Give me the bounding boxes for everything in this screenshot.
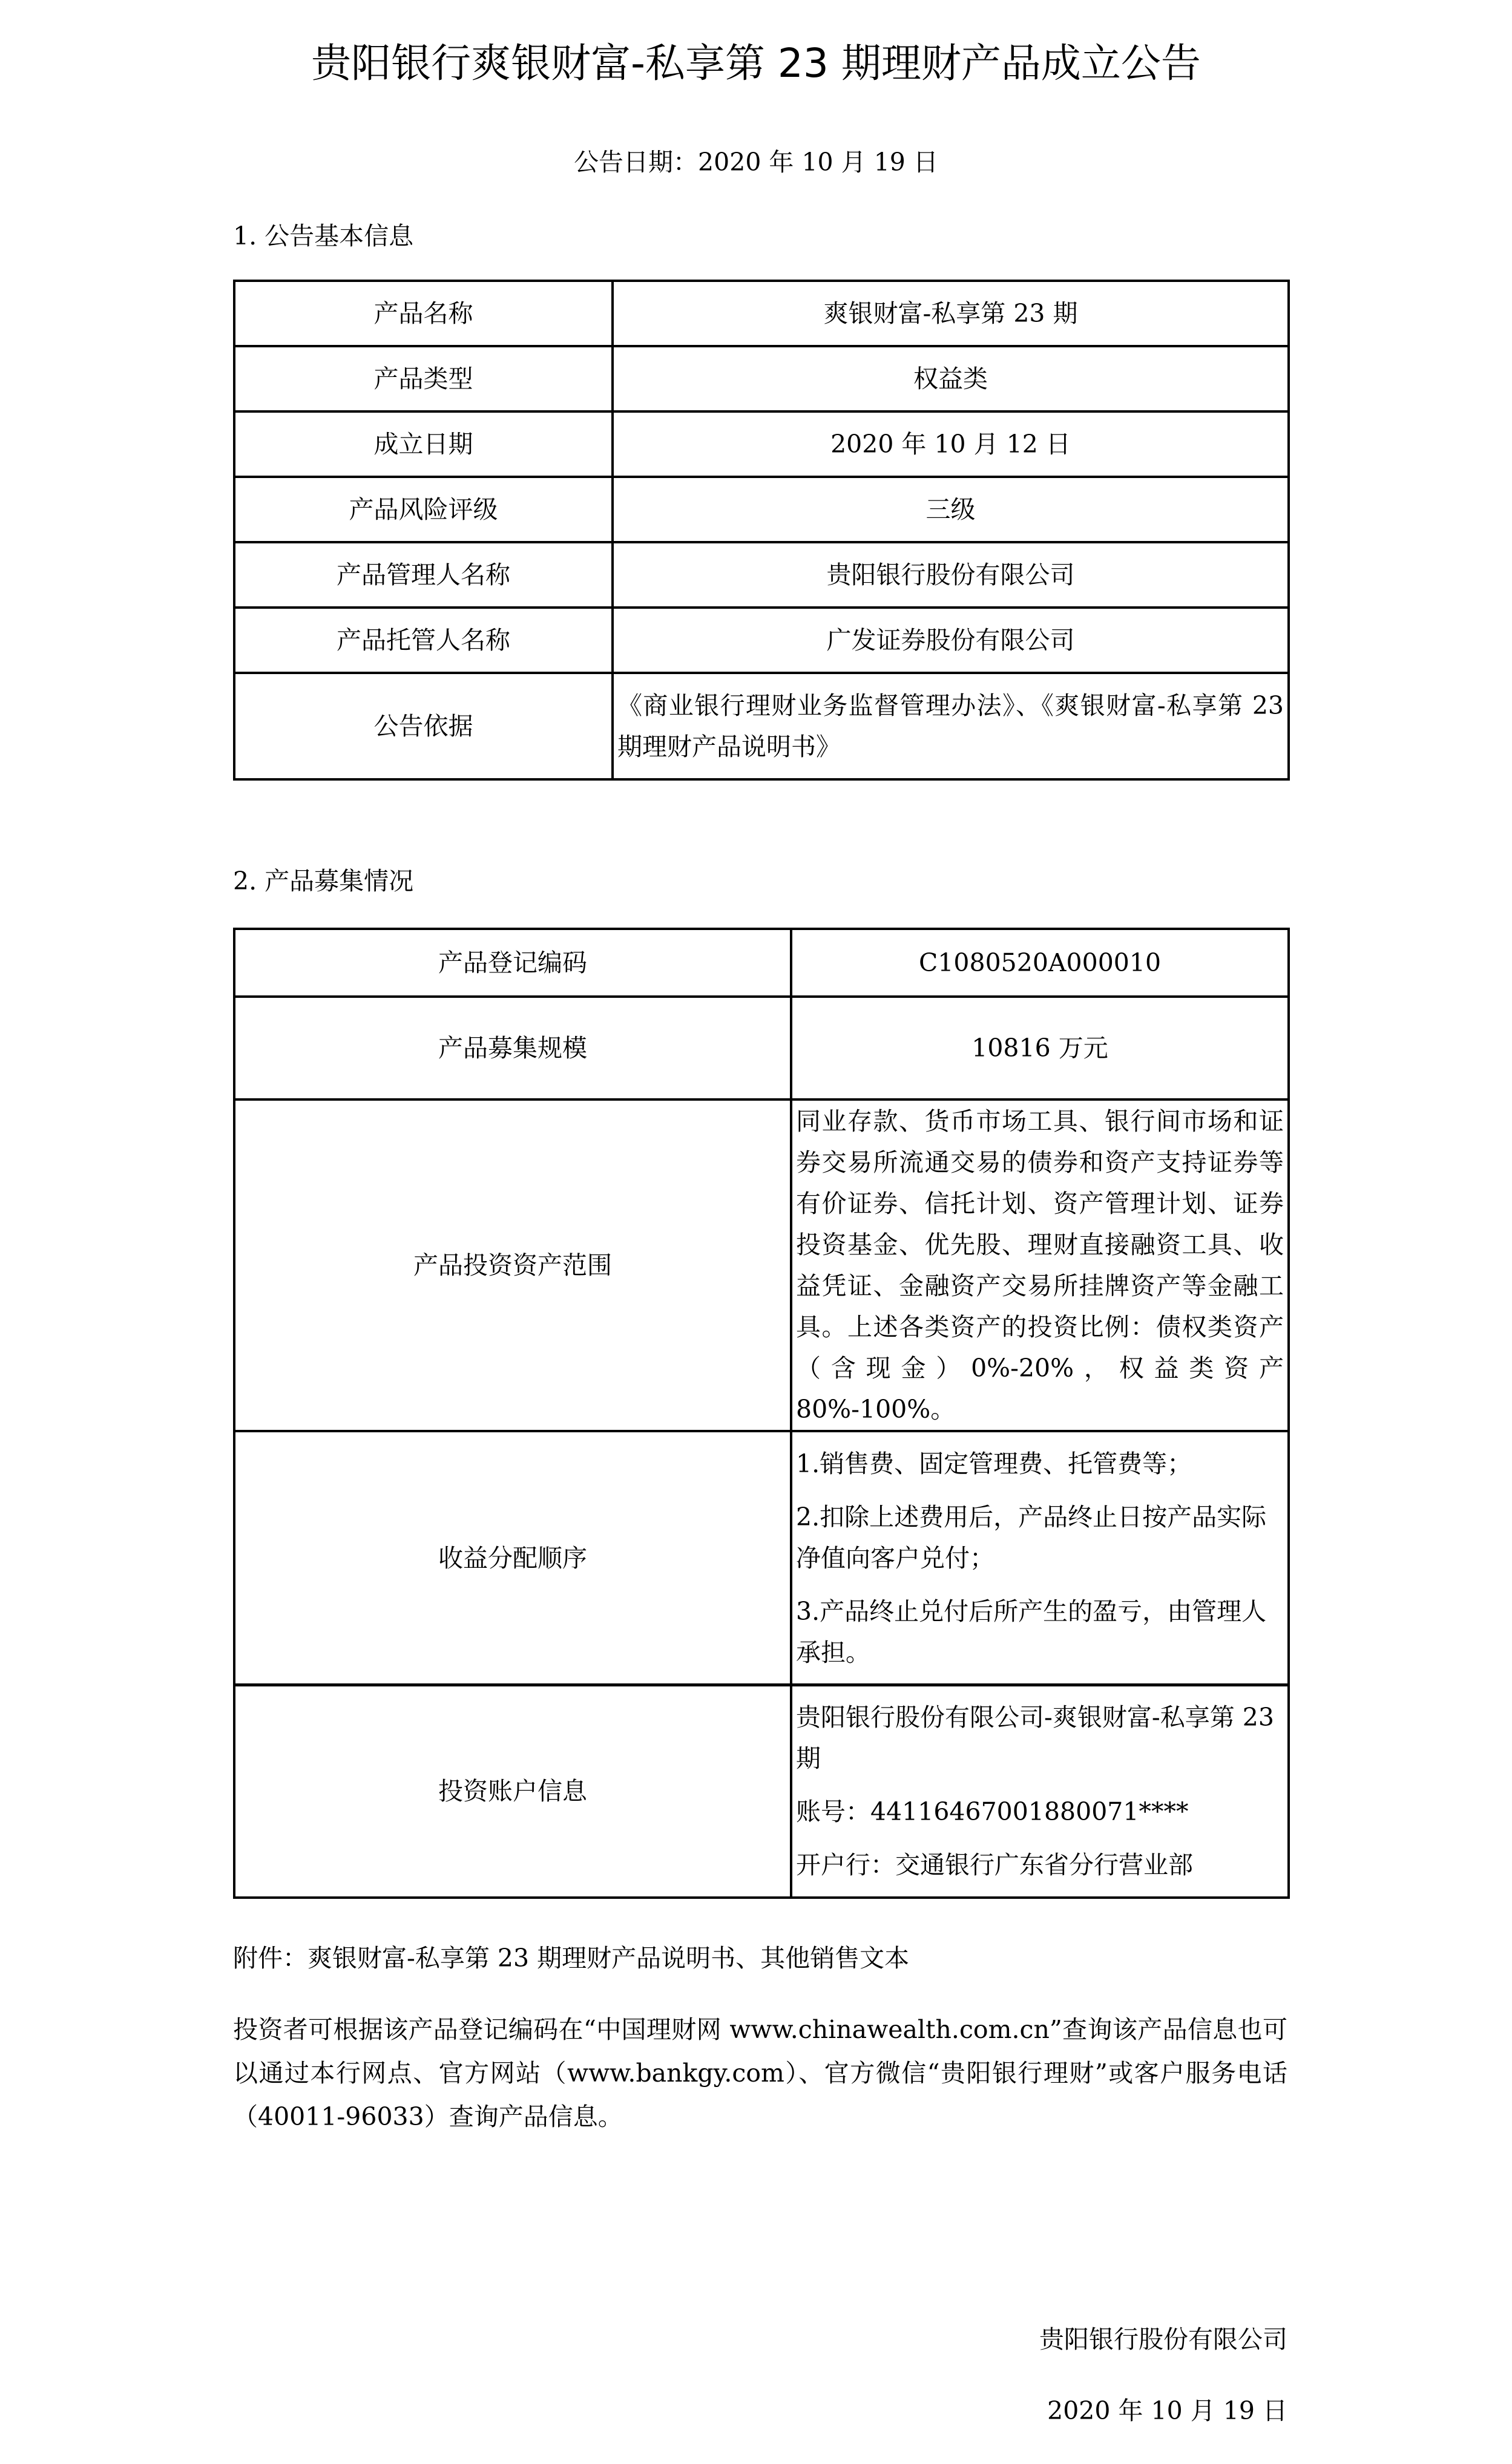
row-label: 成立日期 bbox=[234, 411, 613, 477]
table-row bbox=[234, 997, 1289, 1099]
distribution-item: 2.扣除上述费用后，产品终止日按产品实际净值向客户兑付； bbox=[796, 1502, 1267, 1573]
announcement-date: 公告日期：2020 年 10 月 19 日 bbox=[574, 148, 938, 177]
row-value: 贵阳银行股份有限公司 bbox=[613, 542, 1289, 608]
table-row bbox=[234, 542, 1289, 608]
row-value: 三级 bbox=[613, 477, 1289, 542]
row-value: 爽银财富-私享第 23 期 bbox=[613, 281, 1289, 346]
reg-code-value: C1080520A000010 bbox=[791, 929, 1289, 997]
row-label: 产品类型 bbox=[234, 346, 613, 411]
account-item: 账号：44116467001880071**** bbox=[796, 1797, 1189, 1826]
distribution-item: 1.销售费、固定管理费、托管费等； bbox=[796, 1449, 1192, 1478]
row-value: 2020 年 10 月 12 日 bbox=[613, 411, 1289, 477]
section2-heading: 2. 产品募集情况 bbox=[233, 867, 414, 896]
attachment-note: 附件：爽银财富-私享第 23 期理财产品说明书、其他销售文本 bbox=[233, 1944, 910, 1973]
fundraising-table bbox=[233, 928, 1290, 1686]
account-item: 贵阳银行股份有限公司-爽银财富-私享第 23 期 bbox=[796, 1703, 1274, 1773]
row-label: 产品托管人名称 bbox=[234, 608, 613, 673]
section1-heading: 1. 公告基本信息 bbox=[233, 221, 414, 251]
row-value: 《商业银行理财业务监督管理办法》、《爽银财富-私享第 23 期理财产品说明书》 bbox=[613, 673, 1289, 779]
table-row bbox=[234, 281, 1289, 346]
row-label: 公告依据 bbox=[234, 673, 613, 779]
page-title: 贵阳银行爽银财富-私享第 23 期理财产品成立公告 bbox=[311, 40, 1201, 87]
scale-label: 产品募集规模 bbox=[234, 997, 791, 1099]
table-row bbox=[234, 346, 1289, 411]
signature-company: 贵阳银行股份有限公司 bbox=[1039, 2325, 1287, 2354]
account-value bbox=[791, 1685, 1289, 1898]
table-row bbox=[234, 1685, 1289, 1898]
distribution-label: 收益分配顺序 bbox=[234, 1431, 791, 1685]
basic-info-table bbox=[233, 280, 1290, 781]
distribution-item: 3.产品终止兑付后所产生的盈亏，由管理人承担。 bbox=[796, 1597, 1267, 1667]
row-value: 权益类 bbox=[613, 346, 1289, 411]
table-row bbox=[234, 1099, 1289, 1431]
scale-value: 10816 万元 bbox=[791, 997, 1289, 1099]
distribution-value bbox=[791, 1431, 1289, 1685]
account-label: 投资账户信息 bbox=[234, 1685, 791, 1898]
table-row bbox=[234, 608, 1289, 673]
table-row bbox=[234, 673, 1289, 779]
table-row bbox=[234, 929, 1289, 997]
row-label: 产品名称 bbox=[234, 281, 613, 346]
reg-code-label: 产品登记编码 bbox=[234, 929, 791, 997]
scope-value: 同业存款、货币市场工具、银行间市场和证券交易所流通交易的债券和资产支持证券等有价证券、信托计划、资产管理计划、证券投资基金、优先股、理财直接融资工具、收益凭证、金融资产交易所挂牌资产等金融工具。上述各类资产的投资比例：债权类资产（含现金）0%-20%，权益类资产 80%-100%。 bbox=[791, 1099, 1289, 1431]
account-table bbox=[233, 1683, 1290, 1899]
signature-date: 2020 年 10 月 19 日 bbox=[1047, 2396, 1287, 2425]
table-row bbox=[234, 411, 1289, 477]
table-row bbox=[234, 1431, 1289, 1685]
row-value: 广发证券股份有限公司 bbox=[613, 608, 1289, 673]
table-row bbox=[234, 477, 1289, 542]
scope-label: 产品投资资产范围 bbox=[234, 1099, 791, 1431]
investor-note: 投资者可根据该产品登记编码在“中国理财网 www.chinawealth.com.cn”查询该产品信息也可以通过本行网点、官方网站（www.bankgy.com）、官方微信“贵阳银行理财”或客户服务电话（40011-96033）查询产品信息。 bbox=[233, 2015, 1287, 2131]
account-item: 开户行：交通银行广东省分行营业部 bbox=[796, 1850, 1193, 1879]
row-label: 产品风险评级 bbox=[234, 477, 613, 542]
row-label: 产品管理人名称 bbox=[234, 542, 613, 608]
